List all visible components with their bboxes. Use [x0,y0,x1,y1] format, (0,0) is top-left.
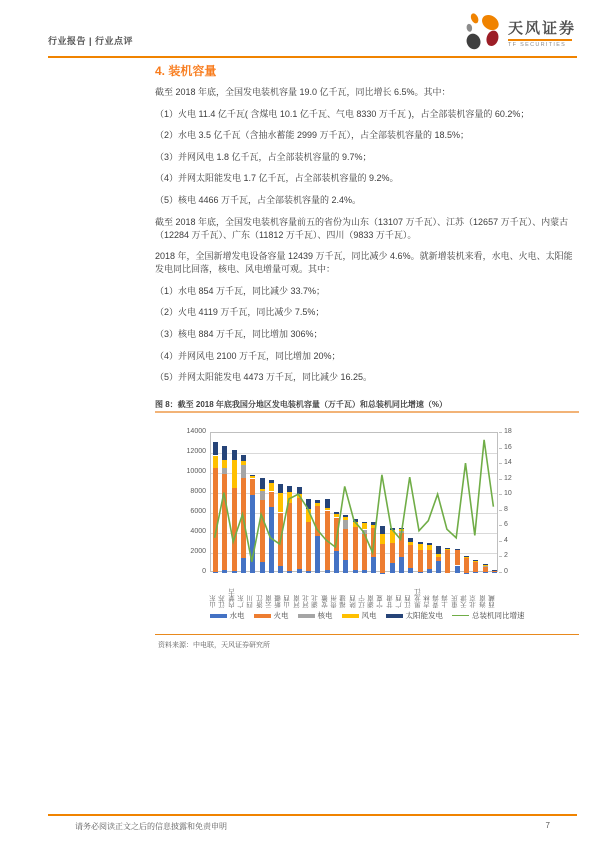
legend-swatch [254,614,271,618]
y-axis-left-tick: 0 [202,568,206,575]
x-axis-label: 甘肃 [386,595,394,608]
x-axis-label: 湖北 [312,595,320,608]
y-axis-right-tick: 12 [504,474,512,482]
right-axis-tickmark [499,432,502,433]
y-axis-right-tick: 6 [504,521,508,529]
x-axis-label: 青海 [433,595,441,608]
y-axis-left-tick: 2000 [190,548,206,555]
figure-caption-underline [155,411,579,413]
x-axis-label: 广东 [238,595,246,608]
y-axis-right-tick: 18 [504,428,512,435]
brand-subtitle: TF SECURITIES [508,41,567,48]
x-axis-label: 浙江 [256,595,264,608]
x-axis-label: 西藏 [488,595,496,608]
installed-capacity-chart [155,414,579,630]
legend-swatch [386,614,403,618]
page-number: 7 [545,821,550,830]
y-axis-left-tick: 12000 [186,448,206,455]
x-axis-label: 新疆 [275,595,283,608]
x-axis-label: 广西 [395,595,403,608]
legend-item [254,610,289,621]
footer-disclaimer: 请务必阅读正文之后的信息披露和免责申明 [75,822,227,831]
bar-segment-水电 [473,572,478,573]
source-divider [155,634,579,635]
right-axis-tickmark [499,494,502,495]
x-axis-label: 辽宁 [358,595,366,608]
legend-swatch [452,615,469,617]
y-axis-right-tick: 2 [504,552,508,560]
legend-label: 水电 [229,611,245,620]
legend-item [386,610,444,621]
x-axis-label: 吉林 [423,595,431,608]
paragraph: （3）并网风电 1.8 亿千瓦，占全部装机容量的 9.7%； [155,151,372,162]
x-axis-label: 山东 [210,595,218,608]
y-axis-right-tick: 14 [504,459,512,467]
right-axis-tickmark [499,510,502,511]
x-axis-label: 河北 [303,595,311,608]
brand-underline [508,39,572,41]
y-axis-left-tick: 6000 [190,508,206,515]
paragraph: （4）并网风电 2100 万千瓦，同比增加 20%； [155,350,341,361]
right-axis-tickmark [499,448,502,449]
legend-swatch [298,614,315,618]
right-axis-tickmark [499,463,502,464]
right-axis-tickmark [499,572,502,573]
y-axis-left-tick: 14000 [186,428,206,435]
brand-name: 天风证券 [508,19,577,37]
legend-label: 太阳能发电 [405,611,443,620]
y-axis-right-tick: 16 [504,443,512,451]
bar-segment-水电 [418,572,423,573]
x-axis-label: 山西 [284,595,292,608]
x-axis-label: 江西 [405,595,413,608]
x-axis-label: 重庆 [451,595,459,608]
legend-item [452,610,525,621]
legend-item [210,610,245,621]
y-axis-right-tick: 10 [504,490,512,498]
x-axis-label: 湖南 [368,595,376,608]
legend-label: 火电 [273,611,289,620]
legend-item [298,610,333,621]
right-axis-tickmark [499,525,502,526]
legend-label: 总装机同比增速 [472,611,525,620]
x-axis-label: 宁夏 [377,595,385,608]
footer-divider [48,814,577,816]
x-axis-label: 贵州 [330,595,338,608]
legend-item [342,610,377,621]
x-axis-label: 北京 [470,595,478,608]
legend-swatch [342,614,359,618]
y-axis-left-tick: 4000 [190,528,206,535]
paragraph: （3）核电 884 万千瓦，同比增加 306%； [155,328,323,339]
legend-swatch [210,614,227,618]
y-axis-right-tick: 4 [504,536,508,544]
paragraph: （1）火电 11.4 亿千瓦( 含煤电 10.1 亿千瓦、气电 8330 万千瓦 )，占全部装机容量的 60.2%； [155,108,530,119]
chart-legend [155,610,579,621]
brand-text [508,21,576,48]
figure-caption: 图 8：截至 2018 年底我国分地区发电装机容量（万千瓦）和总装机同比增速（%） [155,400,448,409]
legend-label: 核电 [317,611,333,620]
x-axis-label: 云南 [265,595,273,608]
x-axis-label: 陕西 [349,595,357,608]
paragraph: 2018 年，全国新增发电设备容量 12439 万千瓦，同比减少 4.6%。就新增装机来看，水电、火电、太阳能发电同比回落，核电、风电增量可观。其中： [155,251,573,275]
section-title: 4. 装机容量 [155,64,217,78]
paragraph: （4）并网太阳能发电 1.7 亿千瓦，占全部装机容量的 9.2%。 [155,173,399,184]
y-axis-right-tick: 0 [504,568,508,575]
paragraph: （2）火电 4119 万千瓦，同比减少 7.5%； [155,307,325,318]
tf-flower-icon [462,11,504,58]
x-axis-label: 福建 [340,595,348,608]
x-axis-label: 天津 [460,595,468,608]
bar-segment-水电 [483,572,488,573]
x-axis-label: 江苏 [219,595,227,608]
x-axis-label: 上海 [442,595,450,608]
y-axis-left-tick: 10000 [186,468,206,475]
y-axis-left-tick: 8000 [190,488,206,495]
right-axis-tickmark [499,556,502,557]
paragraph: 截至 2018 年底，全国发电装机容量 19.0 亿千瓦，同比增长 6.5%。其中： [155,87,451,97]
x-axis-label: 黑龙江 [414,588,422,608]
x-axis-label: 海南 [479,595,487,608]
report-type-label: 行业报告 | 行业点评 [48,36,134,46]
x-axis-label: 四川 [247,595,255,608]
right-axis-tickmark [499,541,502,542]
paragraph: （5）核电 4466 万千瓦，占全部装机容量的 2.4%。 [155,194,362,205]
x-axis-label: 河南 [293,595,301,608]
paragraph: 截至 2018 年底，全国发电装机容量前五的省份为山东（13107 万千瓦）、江苏（12657 万千瓦）、内蒙古（12284 万千瓦）、广东（11812 万千瓦）、四川（9833 万千瓦）。 [155,216,569,240]
x-axis-label: 安徽 [321,595,329,608]
right-axis-tickmark [499,479,502,480]
legend-label: 风电 [361,611,377,620]
x-axis-label: 内蒙古 [228,588,236,608]
brand-logo [462,13,580,55]
paragraph: （2）水电 3.5 亿千瓦（含抽水蓄能 2999 万千瓦），占全部装机容量的 18.5%； [155,130,470,141]
y-axis-right-tick: 8 [504,505,508,513]
source-note: 资料来源：中电联，天风证券研究所 [158,642,270,649]
paragraph: （1）水电 854 万千瓦，同比减少 33.7%； [155,285,326,296]
body-paragraphs [155,86,579,393]
paragraph: （5）并网太阳能发电 4473 万千瓦，同比减少 16.25。 [155,372,373,383]
growth-line [210,432,498,572]
